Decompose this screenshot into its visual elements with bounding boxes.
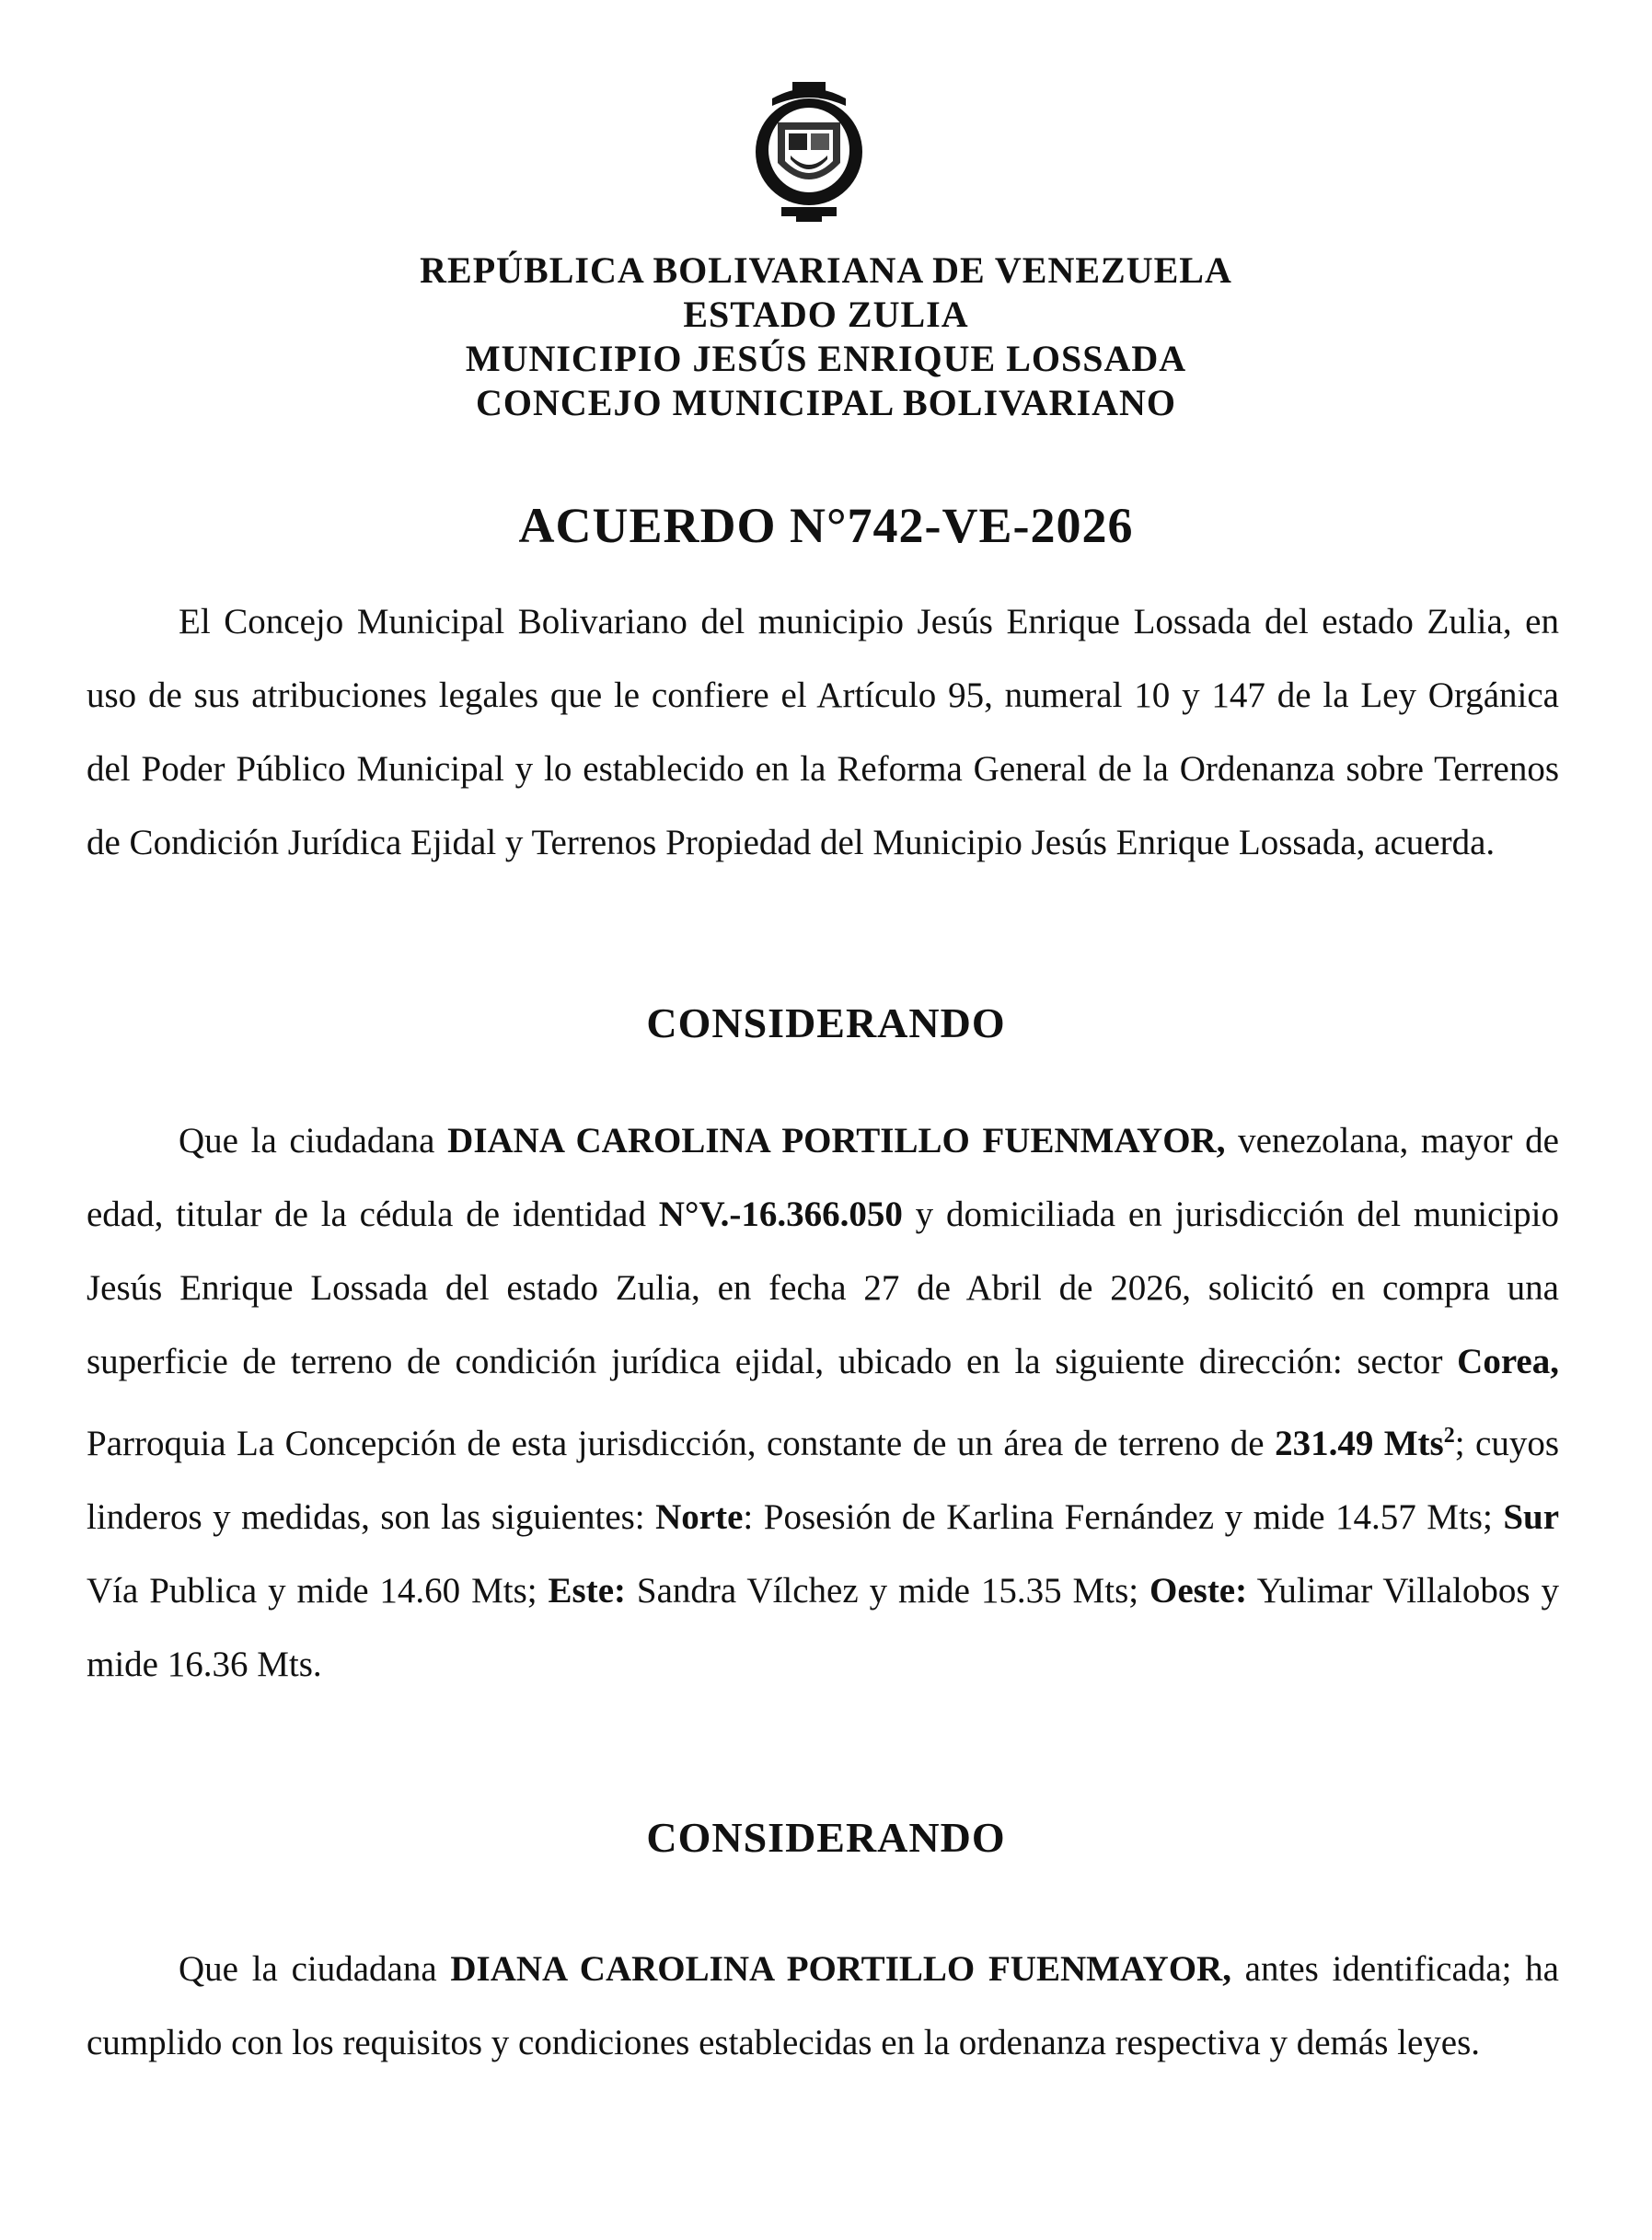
c2-text-1: Que la ciudadana bbox=[179, 1949, 451, 1989]
c1-id-number: N°V.-16.366.050 bbox=[658, 1195, 903, 1234]
considerando-heading-1: CONSIDERANDO bbox=[646, 999, 1006, 1046]
header-line-state: ESTADO ZULIA bbox=[683, 294, 969, 335]
c1-norte-label: Norte bbox=[655, 1497, 744, 1537]
c1-citizen-name: DIANA CAROLINA PORTILLO FUENMAYOR, bbox=[447, 1121, 1226, 1160]
c1-este-label: Este: bbox=[548, 1571, 626, 1611]
c1-text-1: Que la ciudadana bbox=[179, 1121, 448, 1160]
header-line-council: CONCEJO MUNICIPAL BOLIVARIANO bbox=[476, 382, 1176, 423]
municipal-coat-of-arms-icon bbox=[745, 78, 873, 225]
considerando-paragraph-2 bbox=[87, 1933, 1559, 2080]
c1-text-4: Parroquia La Concepción de esta jurisdicción, constante de un área de terreno de bbox=[87, 1424, 1276, 1463]
intro-paragraph bbox=[87, 585, 1559, 880]
c1-text-5: ; cuyos linderos y medidas, son las siguientes: bbox=[87, 1424, 1559, 1537]
considerando-heading-2: CONSIDERANDO bbox=[646, 1814, 1006, 1861]
intro-text: El Concejo Municipal Bolivariano del municipio Jesús Enrique Lossada del estado Zulia, en uso de sus atribuciones legales que le confiere el Artículo 95, numeral 10 y 147 de la Ley Orgánica del Poder Público Municipal y lo establecido en la Reforma General de la Ordenanza sobre Terrenos de Condición Jurídica Ejidal y Terrenos Propiedad del Municipio Jesús Enrique Lossada, acuerda. bbox=[87, 602, 1559, 862]
c1-text-8: Sandra Vílchez y mide 15.35 Mts; bbox=[626, 1571, 1149, 1611]
header-line-republic: REPÚBLICA BOLIVARIANA DE VENEZUELA bbox=[420, 249, 1232, 291]
c1-sur-label: Sur bbox=[1503, 1497, 1560, 1537]
c1-oeste-label: Oeste: bbox=[1149, 1571, 1248, 1611]
c1-sector: Corea, bbox=[1457, 1342, 1559, 1381]
c1-area-value: 231.49 Mts bbox=[1275, 1424, 1444, 1463]
c2-citizen-name: DIANA CAROLINA PORTILLO FUENMAYOR, bbox=[450, 1949, 1231, 1989]
considerando-paragraph-1 bbox=[87, 1104, 1559, 1702]
c1-area-superscript: 2 bbox=[1443, 1424, 1455, 1448]
c1-text-7: Vía Publica y mide 14.60 Mts; bbox=[87, 1571, 549, 1611]
c2-text-2: antes identificada; ha cumplido con los requisitos y condiciones establecidas en la ordenanza respectiva y demás leyes. bbox=[87, 1949, 1559, 2062]
c1-text-3: y domiciliada en jurisdicción del municipio Jesús Enrique Lossada del estado Zulia, en fecha 27 de Abril de 2026, solicitó en compra una superficie de terreno de condición jurídica ejidal, ubicado en la siguiente dirección: sector bbox=[87, 1195, 1560, 1381]
c1-text-9: Yulimar Villalobos y mide 16.36 Mts. bbox=[87, 1571, 1559, 1684]
header-line-municipality: MUNICIPIO JESÚS ENRIQUE LOSSADA bbox=[465, 338, 1187, 379]
c1-text-6: : Posesión de Karlina Fernández y mide 14.57 Mts; bbox=[743, 1497, 1504, 1537]
document-header bbox=[0, 248, 1652, 425]
document-title: ACUERDO N°742-VE-2026 bbox=[518, 498, 1134, 553]
c1-text-2: venezolana, mayor de edad, titular de la cédula de identidad bbox=[87, 1121, 1559, 1234]
c1-area bbox=[1275, 1424, 1455, 1463]
